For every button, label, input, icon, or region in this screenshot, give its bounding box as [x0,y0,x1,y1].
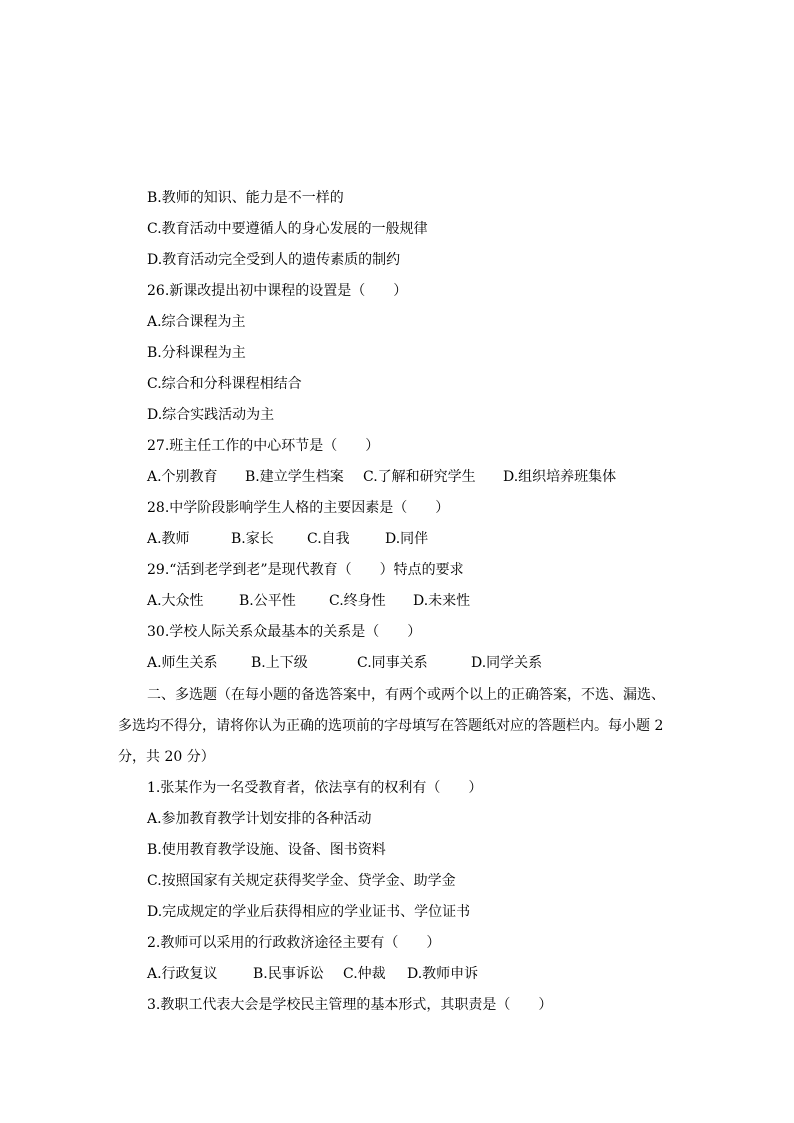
question-29: 29.“活到老学到老”是现代教育（ ）特点的要求 [147,562,464,578]
option-c: C.终身性 [329,593,386,609]
question-30: 30.学校人际关系众最基本的关系是（ ） [147,624,422,640]
option-line: A.综合课程为主 [147,314,246,330]
option-b: B.民事诉讼 [253,966,324,982]
option-c: C.仲裁 [343,966,386,982]
option-a: A.行政复议 [147,966,218,982]
question-m2: 2.教师可以采用的行政救济途径主要有（ ） [147,935,441,951]
option-a: A.教师 [147,531,190,547]
option-line: D.完成规定的学业后获得相应的学业证书、学位证书 [147,904,471,920]
section-2-instructions: 多选均不得分，请将你认为正确的选项前的字母填写在答题纸对应的答题栏内。每小题 2 [118,718,664,734]
question-m3: 3.教职工代表大会是学校民主管理的基本形式，其职责是（ ） [147,997,553,1013]
option-b: B.公平性 [239,593,296,609]
option-line: B.分科课程为主 [147,345,246,361]
section-2-heading: 二、多选题（在每小题的备选答案中，有两个或两个以上的正确答案，不选、漏选、 [147,687,665,703]
option-b: B.上下级 [251,655,308,671]
option-c: C.同事关系 [357,655,428,671]
options-row-27 [147,468,616,486]
option-d: D.未来性 [413,593,471,609]
option-line: B.使用教育教学设施、设备、图书资料 [147,842,386,858]
option-line: D.综合实践活动为主 [147,407,275,423]
option-b: B.建立学生档案 [245,469,344,485]
option-line: C.综合和分科课程相结合 [147,376,302,392]
options-row-m2 [147,965,478,983]
options-row-30 [147,654,542,672]
option-line: B.教师的知识、能力是不一样的 [147,190,344,206]
options-row-28 [147,530,428,548]
option-a: A.个别教育 [147,469,218,485]
option-d: D.教师申诉 [407,966,479,982]
question-28: 28.中学阶段影响学生人格的主要因素是（ ） [147,500,450,516]
question-26: 26.新课改提出初中课程的设置是（ ） [147,283,408,299]
section-2-instructions-end: 分，共 20 分） [118,749,215,765]
option-b: B.家长 [231,531,274,547]
question-27: 27.班主任工作的中心环节是（ ） [147,438,380,454]
option-a: A.大众性 [147,593,204,609]
options-row-29 [147,592,470,610]
option-line: A.参加教育教学计划安排的各种活动 [147,811,372,827]
option-line: C.按照国家有关规定获得奖学金、贷学金、助学金 [147,873,456,889]
option-c: C.了解和研究学生 [363,469,476,485]
option-d: D.组织培养班集体 [503,469,617,485]
option-c: C.自我 [307,531,350,547]
option-line: D.教育活动完全受到人的遗传素质的制约 [147,252,401,268]
option-line: C.教育活动中要遵循人的身心发展的一般规律 [147,221,428,237]
option-d: D.同伴 [385,531,429,547]
option-d: D.同学关系 [471,655,543,671]
question-m1: 1.张某作为一名受教育者，依法享有的权利有（ ） [147,780,483,796]
option-a: A.师生关系 [147,655,218,671]
